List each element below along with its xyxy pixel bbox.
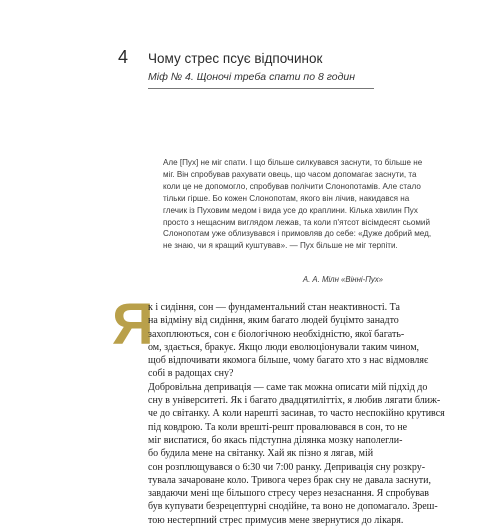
- body-line: собі в радощах сну?: [148, 368, 234, 380]
- chapter-number: 4: [118, 47, 129, 67]
- epigraph-line: просто з нещасним виглядом лежав, та коли п'ятсот вісімдесят сьомий: [163, 217, 430, 227]
- body-line: че до світанку. А коли нарешті засинав, то часто неспокійно крутився: [148, 408, 445, 420]
- drop-cap: Я: [112, 292, 154, 357]
- epigraph-line: Але [Пух] не міг спати. І що більше силкувався заснути, то більше не: [163, 158, 423, 167]
- epigraph-line: не знаю, чи я кращий куштував». — Пух більше не міг терпіти.: [163, 241, 398, 251]
- body-line: сон розплющувався о 6:30 чи 7:00 ранку. Депривація сну розкру-: [148, 461, 426, 473]
- epigraph-line: тільки гірше. Бо кожен Слонопотам, якого він лічив, накидався на: [163, 193, 410, 203]
- epigraph: [163, 157, 432, 252]
- body-line: к і сидіння, сон — фундаментальний стан неактивності. Та: [148, 302, 400, 313]
- epigraph-line: міг. Він спробував рахувати овець, що часом допомагає заснути, та: [163, 169, 417, 179]
- body-line: захоплюються, сон є біологічною необхідністю, якої багать-: [148, 328, 405, 340]
- body-line: тою нестерпний стрес примусив мене звернутися до лікаря.: [148, 514, 404, 526]
- chapter-title: Чому стрес псує відпочинок: [148, 51, 323, 66]
- body-line: Добровільна депривація — саме так можна описати мій підхід до: [148, 381, 428, 393]
- body-line: сну в університеті. Як і багато двадцятиліттіх, я любив лягати ближ-: [148, 395, 441, 407]
- body-line: на відміну від сидіння, яким багато людей буцімто занадто: [148, 315, 399, 327]
- body-text: [148, 301, 445, 527]
- section-divider: [148, 88, 374, 89]
- myth-subtitle: Міф № 4. Щоночі треба спати по 8 годин: [148, 71, 356, 83]
- body-line: міг виспатися, бо якась підступна ділянка мозку наполегли-: [148, 434, 403, 446]
- body-line: був купувати безрецептурні снодійне, та воно не допомагало. Зреш-: [148, 501, 438, 513]
- epigraph-line: Слонопотам уже облизувався і примовляв до себе: «Дуже добрий мед,: [163, 229, 432, 239]
- body-line: завдаючи мені ще більшого стресу через незаснання. Я спробував: [148, 488, 430, 500]
- body-line: ом, здається, бракує. Якщо люди еволюціонували таким чином,: [148, 341, 420, 353]
- body-line: щоб відпочивати якомога більше, чому багато хто з нас відмовляє: [148, 355, 429, 367]
- body-line: під ковдрою. Та коли врешті-решт провалювався в сон, то не: [148, 421, 408, 433]
- epigraph-line: глечик із Пуховим медом і вида уcе до краплини. Кілька хвилин Пух: [163, 205, 418, 215]
- chapter-header: [118, 47, 322, 68]
- body-line: бо будила мене на світанку. Хай як пізно я лягав, мій: [148, 448, 374, 460]
- body-line: тувала зачароване коло. Тривога через брак сну не давала заснути,: [148, 474, 431, 486]
- epigraph-attribution: А. А. Мілн «Вінні-Пух»: [302, 275, 383, 284]
- epigraph-line: коли це не допомогло, спробував полічити Слонопотамів. Але стало: [163, 181, 421, 191]
